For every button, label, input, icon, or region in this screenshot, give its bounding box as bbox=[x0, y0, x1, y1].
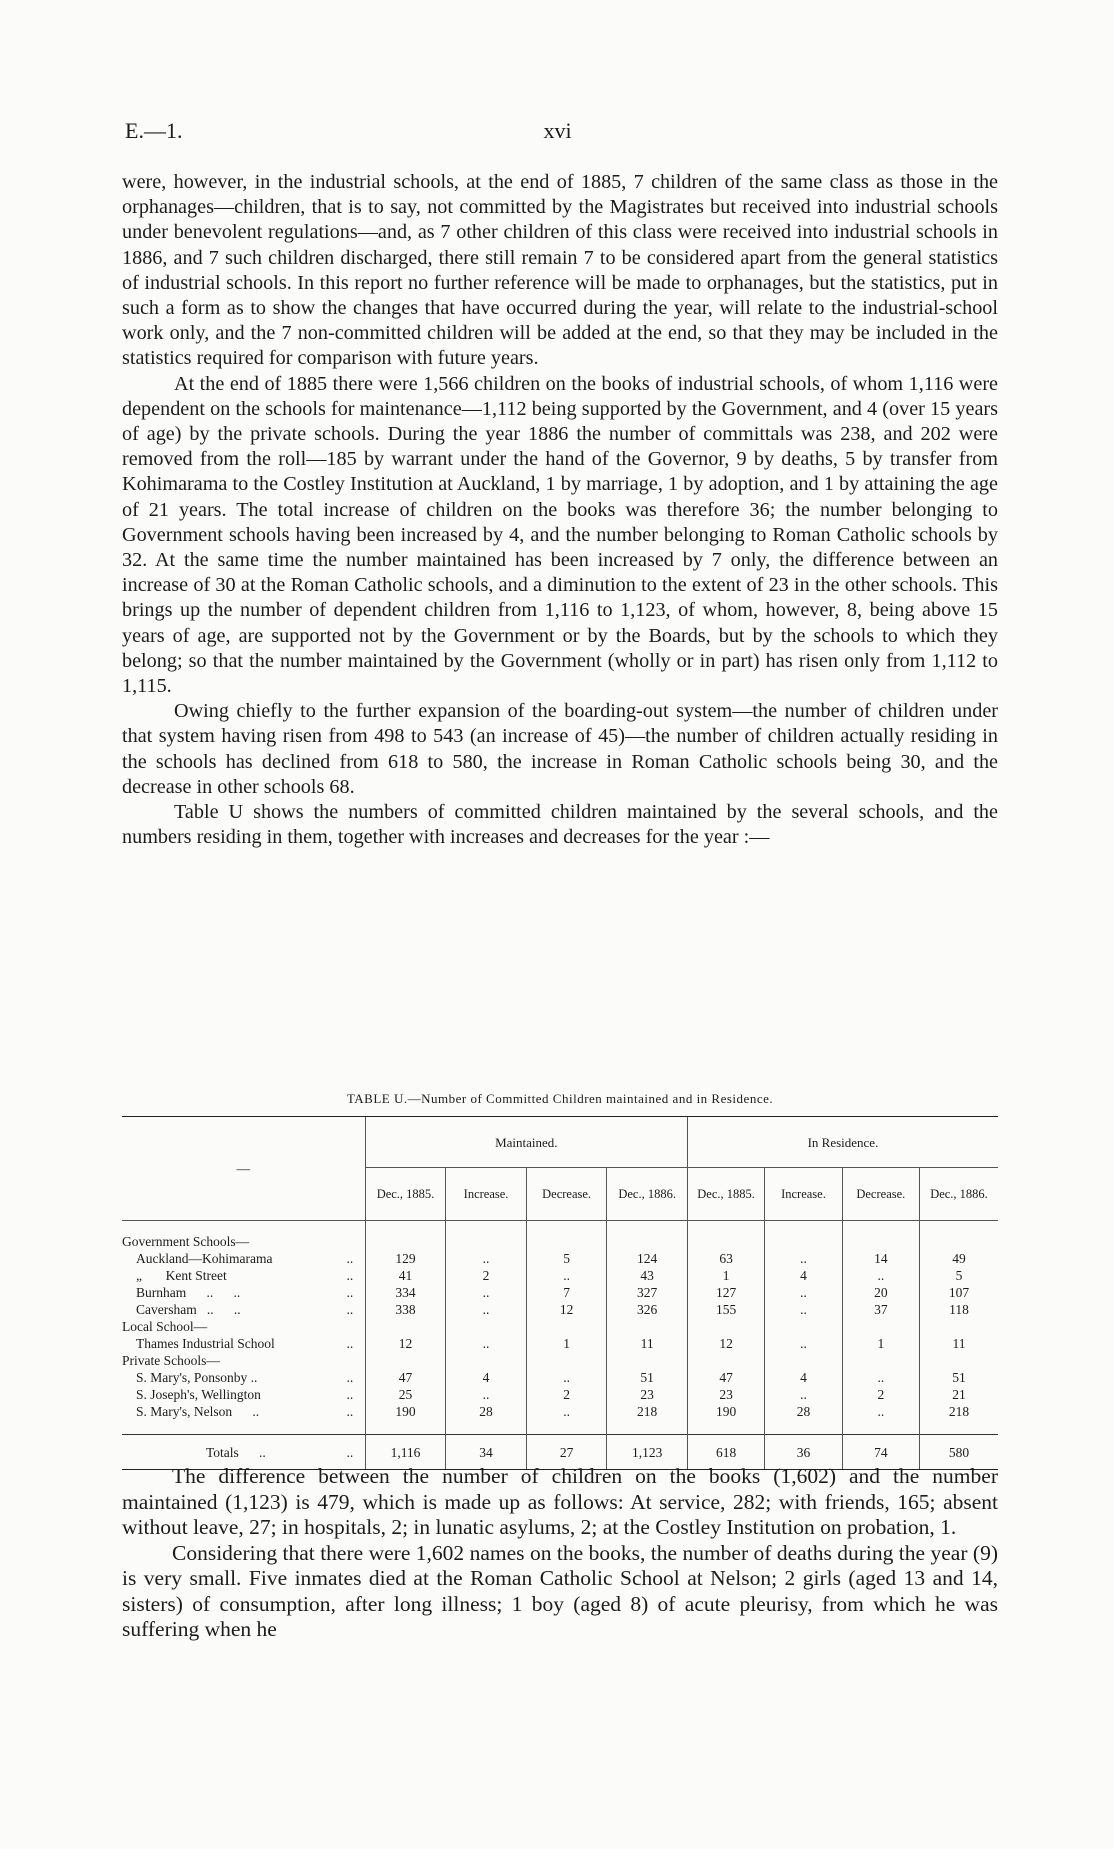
section-heading-private: Private Schools— bbox=[122, 1353, 220, 1368]
paragraph-1: were, however, in the industrial schools, at the end of 1885, 7 children of the same class as those in the orphanages—children, that is to say, not committed by the Magistrates but received into industrial schools under benevolent regulations—and, as 7 other children of this class were received into industrial schools in 1886, and 7 such children discharged, there still remain 7 to be considered apart from the general statistics of industrial schools. In this report no further reference will be made to orphanages, but the statistics, put in such a form as to show the changes that have occurred during the year, will relate to the industrial-school work only, and the 7 non-committed children will be added at the end, so that they may be included in the statistics required for comparison with future years. bbox=[122, 171, 998, 370]
cell: 20 bbox=[842, 1284, 919, 1301]
table-row bbox=[122, 1301, 998, 1318]
cell: .. bbox=[765, 1301, 842, 1318]
row-name: Burnham .. .. bbox=[136, 1285, 241, 1300]
row-name: Auckland—Kohimarama bbox=[136, 1251, 273, 1266]
page-header bbox=[125, 118, 990, 152]
total-cell: 618 bbox=[687, 1435, 764, 1470]
cell: 4 bbox=[446, 1369, 527, 1386]
cell: 129 bbox=[365, 1250, 446, 1267]
total-cell: 74 bbox=[842, 1435, 919, 1470]
document-reference: E.—1. bbox=[125, 118, 183, 143]
cell: 51 bbox=[920, 1369, 999, 1386]
cell: .. bbox=[446, 1284, 527, 1301]
body-text-lower bbox=[122, 1464, 998, 1643]
body-text-upper bbox=[122, 170, 998, 850]
table-section-heading bbox=[122, 1221, 998, 1251]
cell: 7 bbox=[526, 1284, 607, 1301]
cell: 11 bbox=[920, 1335, 999, 1352]
cell: 25 bbox=[365, 1386, 446, 1403]
total-cell: 36 bbox=[765, 1435, 842, 1470]
row-leader: .. bbox=[346, 1336, 354, 1351]
section-heading-local: Local School— bbox=[122, 1319, 208, 1334]
total-cell: 580 bbox=[920, 1435, 999, 1470]
cell: 107 bbox=[920, 1284, 999, 1301]
cell: 41 bbox=[365, 1267, 446, 1284]
group-header-residence: In Residence. bbox=[687, 1117, 998, 1168]
paragraph-6: Considering that there were 1,602 names on the books, the number of deaths during the year (9) is very small. Five inmates died at the Roman Catholic School at Nelson; 2 girls (aged 13 and 14, sisters) of consumption, after long illness; 1 boy (aged 8) of acute pleurisy, from which he was suffering when he bbox=[122, 1540, 998, 1641]
cell: .. bbox=[446, 1386, 527, 1403]
cell: 155 bbox=[687, 1301, 764, 1318]
total-cell: 1,116 bbox=[365, 1435, 446, 1470]
cell: .. bbox=[842, 1403, 919, 1435]
cell: 11 bbox=[607, 1335, 688, 1352]
row-name: Caversham .. .. bbox=[136, 1302, 241, 1317]
cell: .. bbox=[765, 1250, 842, 1267]
cell: .. bbox=[765, 1335, 842, 1352]
cell: 218 bbox=[920, 1403, 999, 1435]
row-leader: .. bbox=[346, 1302, 354, 1317]
column-header: Dec., 1885. bbox=[687, 1168, 764, 1221]
column-header: Decrease. bbox=[526, 1168, 607, 1221]
cell: 190 bbox=[687, 1403, 764, 1435]
cell: 1 bbox=[687, 1267, 764, 1284]
cell: 190 bbox=[365, 1403, 446, 1435]
column-header: Decrease. bbox=[842, 1168, 919, 1221]
cell: 1 bbox=[526, 1335, 607, 1352]
cell: .. bbox=[526, 1369, 607, 1386]
cell: 23 bbox=[687, 1386, 764, 1403]
cell: 12 bbox=[526, 1301, 607, 1318]
table-u bbox=[122, 1116, 998, 1470]
cell: 14 bbox=[842, 1250, 919, 1267]
cell: .. bbox=[765, 1386, 842, 1403]
cell: .. bbox=[526, 1267, 607, 1284]
cell: 1 bbox=[842, 1335, 919, 1352]
cell: 37 bbox=[842, 1301, 919, 1318]
group-header-maintained: Maintained. bbox=[365, 1117, 687, 1168]
cell: 5 bbox=[526, 1250, 607, 1267]
table-row bbox=[122, 1250, 998, 1267]
table-row bbox=[122, 1335, 998, 1352]
cell: .. bbox=[765, 1284, 842, 1301]
table-body bbox=[122, 1221, 998, 1470]
row-leader: .. bbox=[346, 1370, 354, 1385]
cell: 5 bbox=[920, 1267, 999, 1284]
cell: .. bbox=[842, 1267, 919, 1284]
row-leader: .. bbox=[346, 1285, 354, 1300]
cell: 51 bbox=[607, 1369, 688, 1386]
table-label-header: — bbox=[122, 1117, 365, 1221]
total-cell: 1,123 bbox=[607, 1435, 688, 1470]
table-caption: TABLE U.—Number of Committed Children maintained and in Residence. bbox=[346, 1091, 774, 1106]
cell: 4 bbox=[765, 1267, 842, 1284]
row-name: „ Kent Street bbox=[136, 1268, 227, 1283]
row-leader: .. bbox=[346, 1387, 354, 1402]
cell: 327 bbox=[607, 1284, 688, 1301]
cell: .. bbox=[446, 1250, 527, 1267]
page-number: xvi bbox=[543, 118, 572, 143]
column-header: Dec., 1885. bbox=[365, 1168, 446, 1221]
cell: 12 bbox=[687, 1335, 764, 1352]
table-section-heading bbox=[122, 1352, 998, 1369]
row-name: Thames Industrial School bbox=[136, 1336, 275, 1351]
row-name: S. Mary's, Ponsonby .. bbox=[136, 1370, 258, 1385]
column-header: Increase. bbox=[446, 1168, 527, 1221]
cell: 4 bbox=[765, 1369, 842, 1386]
column-header: Dec., 1886. bbox=[920, 1168, 999, 1221]
table-row bbox=[122, 1403, 998, 1435]
cell: .. bbox=[446, 1335, 527, 1352]
row-name: S. Mary's, Nelson .. bbox=[136, 1404, 260, 1419]
row-leader: .. bbox=[346, 1251, 354, 1266]
row-leader: .. bbox=[346, 1404, 354, 1419]
totals-label: Totals .. bbox=[122, 1435, 335, 1470]
table-section-heading bbox=[122, 1318, 998, 1335]
cell: 326 bbox=[607, 1301, 688, 1318]
cell: 334 bbox=[365, 1284, 446, 1301]
cell: 2 bbox=[446, 1267, 527, 1284]
cell: 47 bbox=[687, 1369, 764, 1386]
paragraph-3: Owing chiefly to the further expansion of the boarding-out system—the number of children under that system having risen from 498 to 543 (an increase of 45)—the number of children actually residing in the schools has declined from 618 to 580, the increase in Roman Catholic schools being 30, and the decrease in other schools 68. bbox=[122, 700, 998, 798]
row-name: S. Joseph's, Wellington bbox=[136, 1387, 261, 1402]
cell: 28 bbox=[446, 1403, 527, 1435]
cell: 21 bbox=[920, 1386, 999, 1403]
column-header: Increase. bbox=[765, 1168, 842, 1221]
cell: 127 bbox=[687, 1284, 764, 1301]
cell: 218 bbox=[607, 1403, 688, 1435]
cell: .. bbox=[446, 1301, 527, 1318]
cell: .. bbox=[842, 1369, 919, 1386]
cell: 49 bbox=[920, 1250, 999, 1267]
table-row bbox=[122, 1284, 998, 1301]
cell: 2 bbox=[526, 1386, 607, 1403]
section-heading-government: Government Schools— bbox=[122, 1234, 250, 1249]
cell: 2 bbox=[842, 1386, 919, 1403]
cell: 47 bbox=[365, 1369, 446, 1386]
cell: 12 bbox=[365, 1335, 446, 1352]
cell: 118 bbox=[920, 1301, 999, 1318]
cell: 124 bbox=[607, 1250, 688, 1267]
paragraph-4: Table U shows the numbers of committed children maintained by the several schools, and the numbers residing in them, together with increases and decreases for the year :— bbox=[122, 801, 998, 849]
cell: .. bbox=[526, 1403, 607, 1435]
cell: 28 bbox=[765, 1403, 842, 1435]
row-leader: .. bbox=[346, 1268, 354, 1283]
total-cell: 34 bbox=[446, 1435, 527, 1470]
paragraph-5: The difference between the number of children on the books (1,602) and the number maintained (1,123) is 479, which is made up as follows: At service, 282; with friends, 165; absent without leave, 27; in hospitals, 2; in lunatic asylums, 2; at the Costley Institution on probation, 1. bbox=[122, 1464, 998, 1539]
table-row bbox=[122, 1369, 998, 1386]
cell: 43 bbox=[607, 1267, 688, 1284]
cell: 23 bbox=[607, 1386, 688, 1403]
cell: 63 bbox=[687, 1250, 764, 1267]
cell: 338 bbox=[365, 1301, 446, 1318]
table-row bbox=[122, 1386, 998, 1403]
column-header: Dec., 1886. bbox=[607, 1168, 688, 1221]
total-cell: 27 bbox=[526, 1435, 607, 1470]
paragraph-2: At the end of 1885 there were 1,566 children on the books of industrial schools, of whom 1,116 were dependent on the schools for maintenance—1,112 being supported by the Government, and 4 (over 15 years of age) by the private schools. During the year 1886 the number of committals was 238, and 202 were removed from the roll—185 by warrant under the hand of the Governor, 9 by deaths, 5 by transfer from Kohimarama to the Costley Institution at Auckland, 1 by marriage, 1 by adoption, and 1 by attaining the age of 21 years. The total increase of children on the books was therefore 36; the number belonging to Government schools having been increased by 4, and the number belonging to Roman Catholic schools by 32. At the same time the number maintained has been increased by 7 only, the difference between an increase of 30 at the Roman Catholic schools, and a diminution to the extent of 23 in the other schools. This brings up the number of dependent children from 1,116 to 1,123, of whom, however, 8, being above 15 years of age, are supported not by the Government or by the Boards, but by the schools to which they belong; so that the number maintained by the Government (wholly or in part) has risen only from 1,112 to 1,115. bbox=[122, 372, 998, 698]
row-leader: .. bbox=[335, 1435, 365, 1470]
table-row bbox=[122, 1267, 998, 1284]
